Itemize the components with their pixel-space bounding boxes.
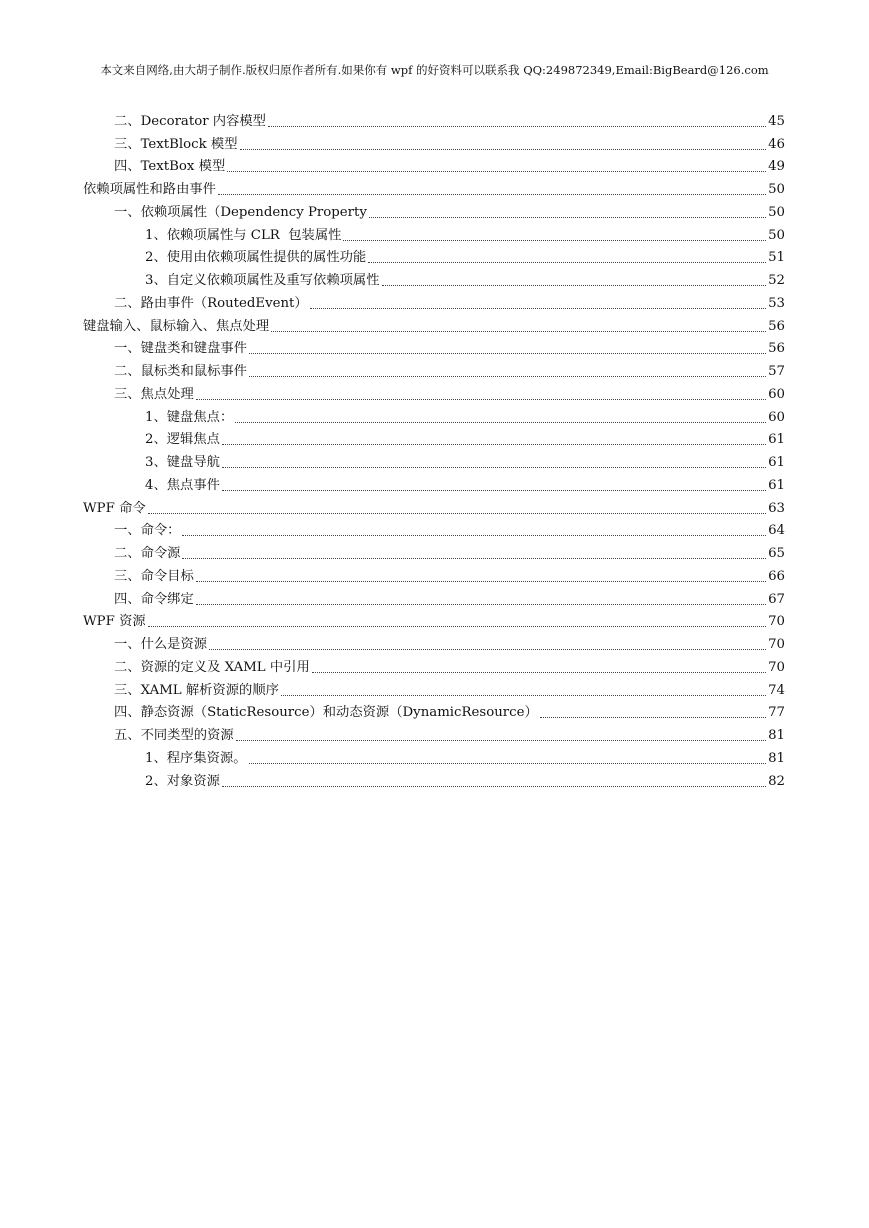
toc-entry[interactable] [83,699,785,722]
toc-entry-title: 二、资源的定义及 XAML 中引用 [114,659,310,675]
toc-leader-dots [222,490,766,491]
toc-entry-page-number: 81 [768,728,785,743]
toc-entry-page-number: 50 [768,227,785,243]
toc-entry-title: 一、依赖项属性（Dependency Property [114,204,367,220]
toc-entry-title: 二、Decorator 内容模型 [114,113,266,129]
toc-entry-title: 三、XAML 解析资源的顺序 [114,682,279,698]
toc-entry-page-number: 77 [768,705,785,721]
toc-leader-dots [268,126,766,127]
toc-entry-page-number: 50 [768,182,785,197]
toc-leader-dots [227,171,766,172]
toc-leader-dots [310,308,766,309]
toc-entry[interactable] [83,630,785,653]
toc-entry[interactable] [83,608,785,631]
toc-leader-dots [196,604,766,605]
toc-entry-title: 2、使用由依赖项属性提供的属性功能 [145,250,367,266]
toc-entry[interactable] [83,198,785,221]
toc-entry-title: 依赖项属性和路由事件 [83,182,216,197]
toc-entry[interactable] [83,767,785,790]
toc-entry-page-number: 57 [768,364,785,379]
toc-leader-dots [209,649,766,650]
toc-leader-dots [148,513,766,514]
toc-entry[interactable] [83,517,785,540]
toc-entry[interactable] [83,494,785,517]
toc-leader-dots [222,444,766,445]
toc-entry-page-number: 63 [768,500,785,516]
toc-leader-dots [369,217,766,218]
toc-entry-page-number: 65 [768,546,785,561]
toc-leader-dots [343,240,766,241]
toc-entry-page-number: 70 [768,659,785,675]
toc-entry[interactable] [83,721,785,744]
toc-entry[interactable] [83,403,785,426]
toc-entry-title: WPF 命令 [83,500,146,516]
toc-leader-dots [196,399,766,400]
toc-entry[interactable] [83,289,785,312]
toc-entry-page-number: 60 [768,386,785,402]
toc-entry-page-number: 45 [768,113,785,129]
toc-entry-title: 4、焦点事件 [145,477,220,493]
toc-entry[interactable] [83,426,785,449]
toc-leader-dots [281,695,766,696]
toc-leader-dots [540,717,766,718]
toc-entry-page-number: 74 [768,682,785,698]
page-header: 本文来自网络,由大胡子制作.版权归原作者所有.如果你有 wpf 的好资料可以联系我 QQ:249872349,Email:BigBeard@126.com [100,63,769,77]
toc-leader-dots [382,285,767,286]
toc-entry-title: 四、静态资源（StaticResource）和动态资源（DynamicResource） [114,705,538,721]
toc-entry-title: 2、逻辑焦点 [145,432,220,448]
toc-entry-page-number: 81 [768,750,785,766]
toc-entry[interactable] [83,562,785,585]
toc-entry-page-number: 61 [768,432,785,448]
toc-entry-title: 二、路由事件（RoutedEvent） [114,295,308,311]
toc-leader-dots [218,194,766,195]
toc-entry-page-number: 56 [768,318,785,334]
toc-entry-page-number: 67 [768,591,785,607]
toc-entry-title: 2、对象资源 [145,773,220,789]
toc-leader-dots [182,535,766,536]
toc-leader-dots [249,376,766,377]
toc-entry-page-number: 56 [768,341,785,357]
toc-entry[interactable] [83,539,785,562]
toc-entry-title: 一、键盘类和键盘事件 [114,341,247,357]
toc-entry-page-number: 60 [768,409,785,425]
toc-entry[interactable] [83,676,785,699]
toc-entry[interactable] [83,312,785,335]
toc-entry-title: 二、命令源 [114,546,181,561]
toc-entry[interactable] [83,244,785,267]
toc-entry[interactable] [83,448,785,471]
toc-entry[interactable] [83,471,785,494]
toc-leader-dots [196,581,766,582]
toc-entry-page-number: 53 [768,295,785,311]
toc-entry-page-number: 64 [768,523,785,539]
toc-entry-title: 五、不同类型的资源 [114,728,234,743]
toc-entry-page-number: 46 [768,136,785,152]
toc-entry-title: 1、键盘焦点： [145,409,234,425]
toc-entry[interactable] [83,266,785,289]
toc-entry-page-number: 51 [768,250,785,266]
table-of-contents [83,107,785,790]
toc-entry-page-number: 49 [768,159,785,175]
toc-entry[interactable] [83,744,785,767]
toc-entry[interactable] [83,380,785,403]
toc-entry[interactable] [83,585,785,608]
toc-entry-title: 1、依赖项属性与 CLR 包装属性 [145,227,342,243]
toc-entry-page-number: 66 [768,568,785,584]
toc-leader-dots [182,558,766,559]
toc-entry-title: 3、键盘导航 [145,455,220,470]
toc-leader-dots [271,331,766,332]
toc-entry[interactable] [83,130,785,153]
toc-leader-dots [249,763,767,764]
toc-entry[interactable] [83,335,785,358]
toc-entry[interactable] [83,221,785,244]
toc-entry-title: 一、命令： [114,523,181,539]
toc-entry-page-number: 50 [768,204,785,220]
toc-entry-title: 三、TextBlock 模型 [114,136,238,152]
toc-leader-dots [249,353,766,354]
toc-entry[interactable] [83,107,785,130]
toc-entry-title: 二、鼠标类和鼠标事件 [114,364,247,379]
toc-entry-title: 三、命令目标 [114,568,194,584]
toc-leader-dots [148,626,766,627]
toc-entry-title: 三、焦点处理 [114,386,194,402]
toc-entry[interactable] [83,357,785,380]
toc-entry-page-number: 52 [768,273,785,288]
toc-entry[interactable] [83,653,785,676]
toc-leader-dots [222,467,766,468]
toc-leader-dots [368,262,766,263]
toc-entry-title: 键盘输入、鼠标输入、焦点处理 [83,318,270,334]
toc-leader-dots [312,672,766,673]
toc-entry-title: 1、程序集资源。 [145,750,247,766]
toc-leader-dots [240,149,767,150]
toc-entry-title: 一、什么是资源 [114,637,208,652]
toc-entry-page-number: 61 [768,477,785,493]
toc-leader-dots [222,786,766,787]
toc-entry-page-number: 70 [768,614,785,630]
toc-entry-page-number: 61 [768,455,785,470]
toc-entry-page-number: 82 [768,773,785,789]
toc-entry-title: 四、TextBox 模型 [114,159,226,175]
toc-entry[interactable] [83,175,785,198]
toc-entry[interactable] [83,153,785,176]
toc-leader-dots [235,422,766,423]
toc-leader-dots [236,740,766,741]
toc-entry-title: WPF 资源 [83,614,146,630]
toc-entry-title: 四、命令绑定 [114,591,194,607]
toc-entry-page-number: 70 [768,637,785,652]
toc-entry-title: 3、自定义依赖项属性及重写依赖项属性 [145,273,380,288]
